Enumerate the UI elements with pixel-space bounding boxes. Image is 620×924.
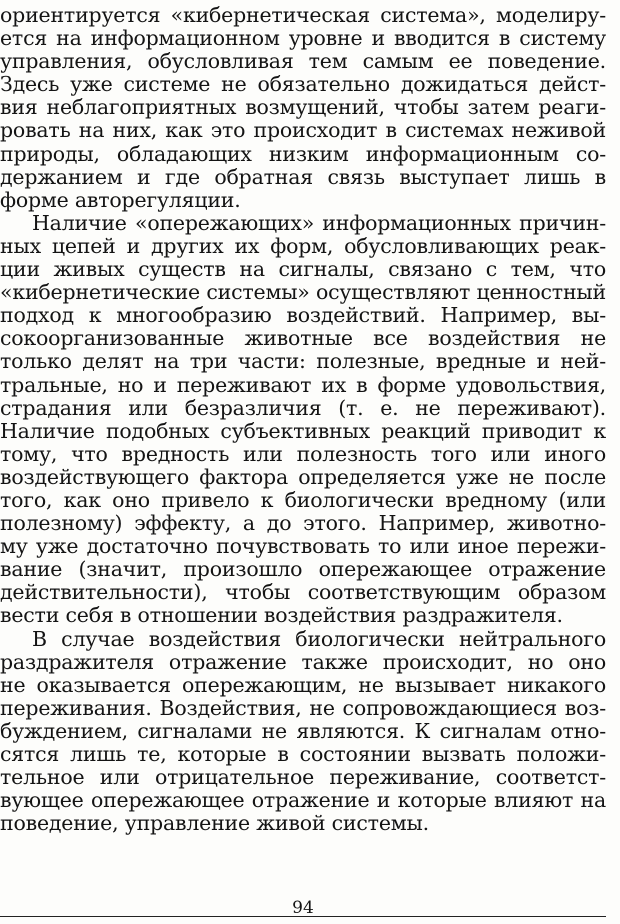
text-line: раздражителя отражение также происходит, но оно xyxy=(0,650,606,674)
text-line: управления, обусловливая тем самым ее поведение. xyxy=(0,50,606,74)
text-line: вующее опережающее отражение и которые влияют на xyxy=(0,789,606,813)
paragraph xyxy=(0,628,606,836)
text-line: страдания или безразличия (т. е. не переживают). xyxy=(0,396,606,420)
text-line: Здесь уже системе не обязательно дожидаться дейст- xyxy=(0,73,606,97)
text-line: тельное или отрицательное переживание, соответст- xyxy=(0,766,606,790)
text-line: ровать на них, как это происходит в системах неживой xyxy=(0,119,606,143)
footer-rule xyxy=(0,916,606,917)
text-line: ных цепей и других их форм, обусловливающих реак- xyxy=(0,234,606,258)
text-line: тому, что вредность или полезность того или иного xyxy=(0,442,606,466)
page-number: 94 xyxy=(292,900,314,916)
text-line: буждением, сигналами не являются. К сигналам отно- xyxy=(0,719,606,743)
text-line: подход к многообразию воздействий. Например, вы- xyxy=(0,304,606,328)
text-line: действительности), чтобы соответствующим образом xyxy=(0,581,606,605)
text-line: держанием и где обратная связь выступает лишь в xyxy=(0,165,606,189)
text-line: вия неблагоприятных возмущений, чтобы затем реаги- xyxy=(0,96,606,120)
text-line: того, как оно привело к биологически вредному (или xyxy=(0,488,606,512)
text-line: полезному) эффекту, а до этого. Например, животно- xyxy=(0,512,606,536)
text-line: переживания. Воздействия, не сопровождающиеся воз- xyxy=(0,696,606,720)
text-line: вание (значит, произошло опережающее отражение xyxy=(0,558,606,582)
text-line: сокоорганизованные животные все воздействия не xyxy=(0,327,606,351)
text-line: вести себя в отношении воздействия раздражителя. xyxy=(0,604,563,628)
paragraph xyxy=(0,212,606,628)
text-line: ориентируется «кибернетическая система», моделиру- xyxy=(0,4,606,27)
text-line: природы, обладающих низким информационным со- xyxy=(0,142,606,166)
text-line: тральные, но и переживают их в форме удовольствия, xyxy=(0,373,606,397)
text-line: Наличие «опережающих» информационных причин- xyxy=(32,211,606,235)
text-line: сятся лишь те, которые в состоянии вызвать положи- xyxy=(0,743,606,766)
text-line: форме авторегуляции. xyxy=(0,188,241,212)
text-line: «кибернетические системы» осуществляют ценностный xyxy=(0,281,606,305)
text-line: Наличие подобных субъективных реакций приводит к xyxy=(0,419,606,443)
text-line: только делят на три части: полезные, вредные и ней- xyxy=(0,350,606,374)
text-line: В случае воздействия биологически нейтрального xyxy=(32,627,606,651)
page-body-text xyxy=(0,4,606,835)
text-line: му уже достаточно почувствовать то или иное пережи- xyxy=(0,535,606,559)
text-line: ется на информационном уровне и вводится в систему xyxy=(0,27,606,51)
text-line: ции живых существ на сигналы, связано с тем, что xyxy=(0,258,606,282)
text-line: поведение, управление живой системы. xyxy=(0,812,429,836)
text-line: не оказывается опережающим, не вызывает никакого xyxy=(0,673,606,697)
text-line: воздействующего фактора определяется уже не после xyxy=(0,465,606,489)
paragraph xyxy=(0,4,606,212)
